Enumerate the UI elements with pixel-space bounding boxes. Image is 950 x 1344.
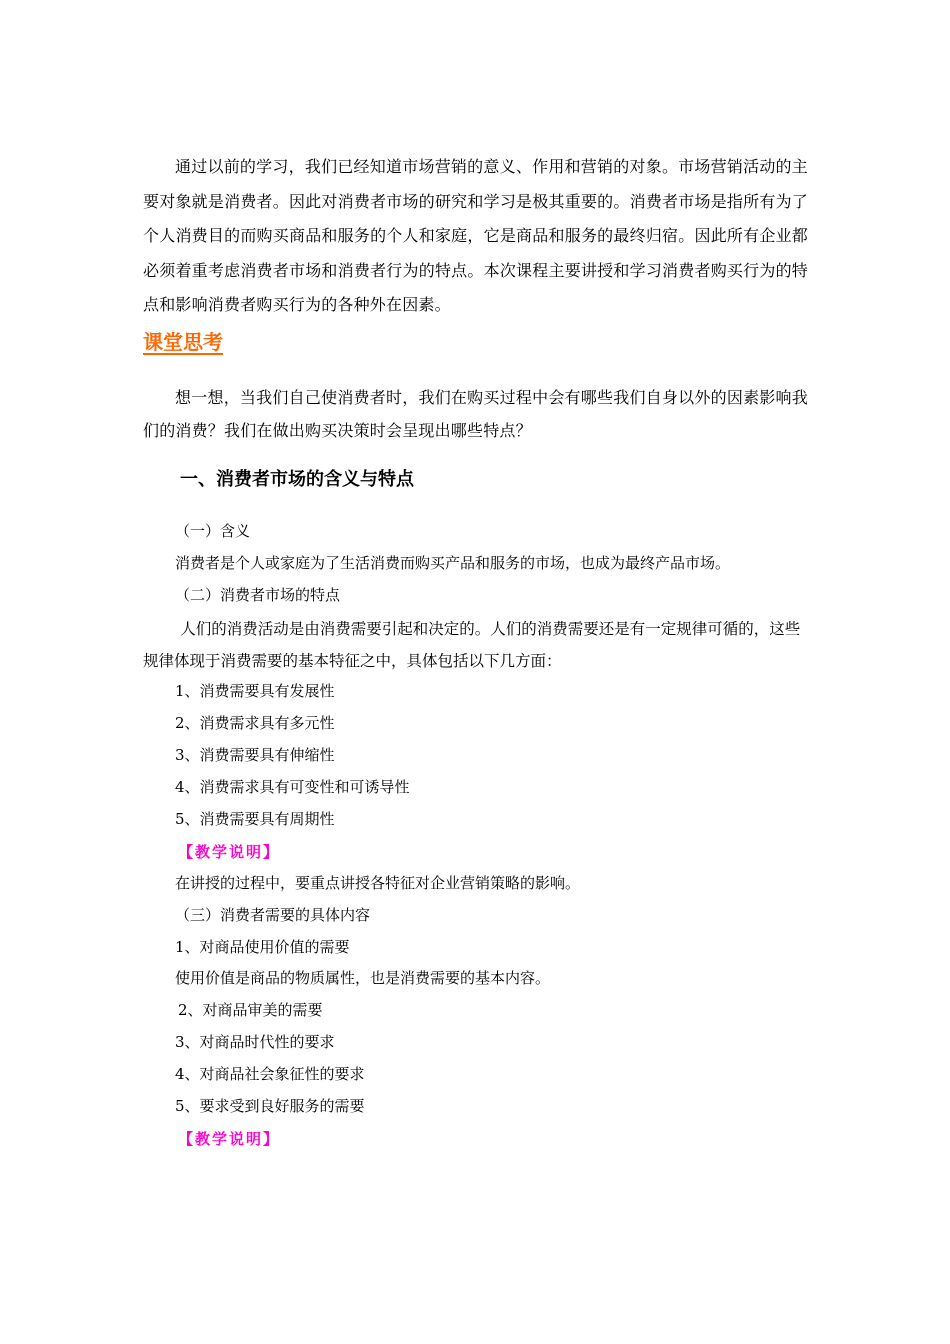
features-intro-paragraph: 人们的消费活动是由消费需要引起和决定的。人们的消费需要还是有一定规律可循的，这些规律体现于消费需要的基本特征之中，具体包括以下几方面：	[143, 620, 801, 670]
classroom-thinking-question: 想一想，当我们自己使消费者时，我们在购买过程中会有哪些我们自身以外的因素影响我们的消费？我们在做出购买决策时会呈现出哪些特点？	[143, 388, 808, 440]
list-item: 1、对商品使用价值的需要	[175, 938, 350, 956]
list-item: 4、消费需求具有可变性和可诱导性	[175, 778, 410, 796]
teaching-note-text: 在讲授的过程中，要重点讲授各特征对企业营销策略的影响。	[175, 874, 581, 892]
list-item: 3、消费需要具有伸缩性	[175, 746, 335, 764]
section-heading: 一、消费者市场的含义与特点	[180, 469, 414, 490]
list-item: 2、消费需求具有多元性	[175, 714, 335, 732]
list-item: 3、对商品时代性的要求	[175, 1033, 335, 1051]
list-item-description: 使用价值是商品的物质属性，也是消费需要的基本内容。	[175, 969, 551, 987]
definition-text: 消费者是个人或家庭为了生活消费而购买产品和服务的市场，也成为最终产品市场。	[175, 554, 731, 572]
list-item: 2、对商品审美的需要	[178, 1001, 323, 1019]
list-item: 5、要求受到良好服务的需要	[175, 1097, 365, 1115]
list-item: 1、消费需要具有发展性	[175, 682, 335, 700]
classroom-thinking-title: 课堂思考	[143, 330, 223, 354]
intro-paragraph: 通过以前的学习，我们已经知道市场营销的意义、作用和营销的对象。市场营销活动的主要对象就是消费者。因此对消费者市场的研究和学习是极其重要的。消费者市场是指所有为了个人消费目的而购买商品和服务的个人和家庭，它是商品和服务的最终归宿。因此所有企业都必须着重考虑消费者市场和消费者行为的特点。本次课程主要讲授和学习消费者购买行为的特点和影响消费者购买行为的各种外在因素。	[143, 157, 808, 314]
list-item: 4、对商品社会象征性的要求	[175, 1065, 365, 1083]
teaching-note-label: 【教学说明】	[178, 1130, 281, 1148]
subsection-title-contents: （三）消费者需要的具体内容	[175, 906, 371, 924]
list-item: 5、消费需要具有周期性	[175, 810, 335, 828]
subsection-title-definition: （一）含义	[175, 522, 251, 540]
subsection-title-features: （二）消费者市场的特点	[175, 586, 341, 604]
teaching-note-label: 【教学说明】	[178, 843, 281, 861]
